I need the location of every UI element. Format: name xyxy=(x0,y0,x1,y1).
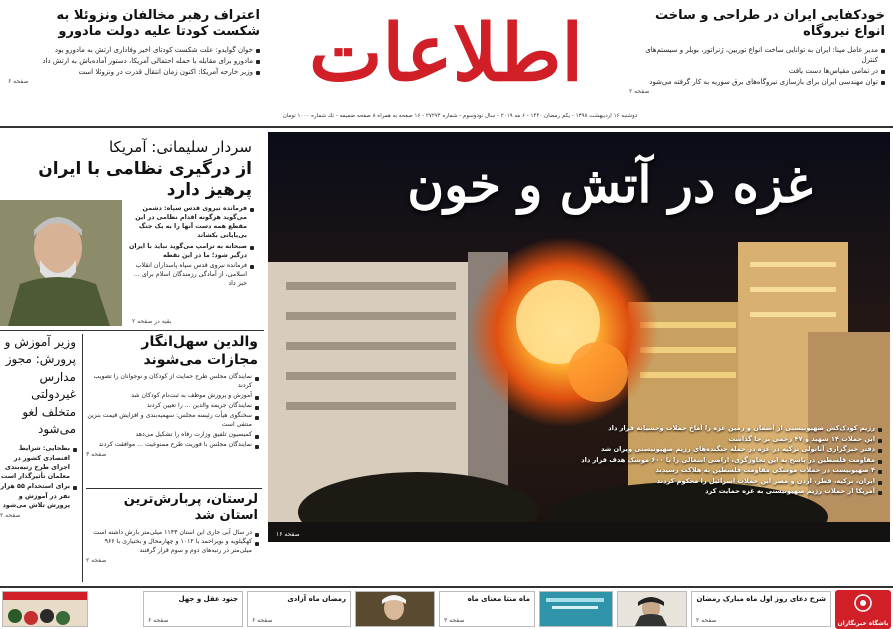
list-item: بطحایی: شرایط اقتصادی کشور در اجرای طرح رتبه‌بندی معلمان تأثیرگذار است xyxy=(0,444,77,481)
list-item: فرمانده نیروی قدس سپاه: دشمن می‌گوید هرگونه اقدام نظامی در این مقطع همه دست آنها را به یک جنگ بی‌پایانی بکشاند xyxy=(124,204,254,241)
top-left-story[interactable] xyxy=(8,8,260,85)
top-left-headline: اعتراف رهبر مخالفان ونزوئلا به شکست کودتا علیه دولت مادورو xyxy=(56,8,260,40)
newspaper-logo xyxy=(268,4,624,104)
book-cover-icon xyxy=(539,592,612,627)
divider xyxy=(82,334,83,582)
bottom-strip xyxy=(0,590,893,629)
list-item: رژیم کودک‌کش صهیونیستی از آسمان و زمین غزه را آماج حملات وحشیانه قرار داد xyxy=(552,424,882,434)
teaser-photo-3 xyxy=(355,591,435,627)
list-item: توان مهندسی ایران برای بازسازی نیروگاه‌های برق سوریه به کار گرفته می‌شود xyxy=(629,77,885,87)
list-item: نمایندگان مجلس طرح حمایت از کودکان و نوجوانان را تصویب کردند xyxy=(86,373,259,391)
teaser-title: ماه منتا معنای ماه xyxy=(467,595,530,603)
divider xyxy=(86,488,262,489)
crowd-photo xyxy=(2,592,87,627)
parents-story[interactable] xyxy=(86,334,262,484)
dateline: دوشنبه ۱۶ اردیبهشت ۱۳۹۸ - یکم رمضان ۱۴۴۰ - ۶ مه ۲۰۱۹ - سال نودوسوم - شماره ۲۷۲۷۴ - ۱۶ صفحه به همراه ۸ صفحه ضمیمه - تك شماره ۱۰۰۰ تومان xyxy=(282,113,638,119)
page-ref: صفحه ۳ xyxy=(86,450,107,458)
parents-bullets xyxy=(86,373,262,450)
teaser-4[interactable] xyxy=(143,591,243,627)
top-left-bullets xyxy=(8,45,260,77)
photo-placeholder xyxy=(355,592,434,627)
page-ref: صفحه ۲ xyxy=(696,617,717,624)
teaser-title: شرح دعای روز اول ماه مبارک رمضان xyxy=(696,595,826,603)
list-item: کهگیلویه و بویراحمد با ۱۰۱۲ و چهارمحال و بختیاری با ۹۶۶ میلی‌متر در رتبه‌های دوم و سوم قرار گرفتند xyxy=(86,538,259,556)
page-ref: صفحه ۲ xyxy=(629,88,650,96)
list-item: مدیر عامل مپنا: ایران به توانایی ساخت انواع توربین، ژنراتور، بویلر و سیستم‌های کنترل xyxy=(629,45,885,65)
list-item: دفتر خبرگزاری آناتولی ترکیه در غزه در حمله جنگنده‌های رژیم صهیونیستی ویران شد xyxy=(552,445,882,455)
soleimani-story[interactable] xyxy=(0,132,262,328)
page-ref: صفحه ۶ xyxy=(148,617,169,624)
list-item: مقاومت فلسطین در پاسخ به این تجاوزگری، اراضی اشغالی را با ۶۰۰ موشک هدف قرار داد xyxy=(552,456,882,466)
masthead xyxy=(0,0,893,128)
list-item: نمایندگان جریمه والدین ... را تعیین کردند xyxy=(86,402,259,411)
teaser-title: رمضان ماه آزادی xyxy=(287,595,346,603)
photo-placeholder xyxy=(617,592,686,627)
list-item: برای استخدام ۵۵ هزار نفر در آموزش و پرورش تلاش می‌شود xyxy=(0,482,77,510)
list-item: وزیر خارجه آمریکا: اکنون زمان انتقال قدرت در ونزوئلا است xyxy=(8,67,260,77)
lorestan-story[interactable] xyxy=(86,492,262,582)
top-right-story[interactable] xyxy=(629,8,885,95)
list-item: مادورو برای مقابله با حمله احتمالی آمریکا، دستور آماده‌باش به ارتش داد xyxy=(8,56,260,66)
education-story[interactable] xyxy=(0,334,80,584)
list-item: ایران، ترکیه، قطر، اردن و مصر این حملات اسرائیل را محکوم کردند xyxy=(552,477,882,487)
logo-text: اطلاعات xyxy=(308,8,584,99)
page-ref: صفحه ۱۶ xyxy=(276,531,300,538)
lorestan-headline: لرستان، پربارش‌ترین استان شد xyxy=(123,492,258,524)
teaser-2[interactable] xyxy=(439,591,535,627)
ad-badge[interactable] xyxy=(835,590,891,629)
soleimani-portrait xyxy=(0,200,122,326)
soleimani-headline: از درگیری نظامی با ایران پرهیز دارد xyxy=(38,158,252,200)
list-item: صبحانه به ترامپ می‌گوید نباید با ایران درگیر شود؛ ما در این نقطه xyxy=(124,242,254,260)
page-ref: صفحه ۳ xyxy=(444,617,465,624)
parents-headline: والدین سهل‌انگار مجازات می‌شوند xyxy=(141,334,258,368)
soleimani-bullets xyxy=(124,204,254,289)
page-ref: صفحه ۲ xyxy=(86,557,107,565)
main-story-bullets xyxy=(552,424,882,498)
teaser-photo-2 xyxy=(539,591,613,627)
ad-label: باشگاه خبرنگاران xyxy=(837,620,889,627)
soleimani-kicker: سردار سلیمانی: آمریکا xyxy=(108,138,252,156)
page-ref: صفحه ۶ xyxy=(8,77,29,85)
list-item: آمریکا از حملات رژیم صهیونیستی به غزه حمایت کرد xyxy=(552,487,882,497)
footer-rule xyxy=(0,586,893,588)
list-item: ۴ صهیونیست در حملات موشکی مقاومت فلسطین به هلاکت رسیدند xyxy=(552,466,882,476)
page-ref: صفحه ۲ xyxy=(0,512,21,520)
teaser-photo-1 xyxy=(617,591,687,627)
list-item: آموزش و پرورش موظف به ثبت‌نام کودکان شد xyxy=(86,392,259,401)
top-right-bullets xyxy=(629,45,885,88)
top-right-headline: خودکفایی ایران در طراحی و ساخت انواع نیروگاه xyxy=(655,8,885,40)
education-bullets xyxy=(0,444,80,510)
list-item: سخنگوی هیأت رئیسه مجلس: سهمیه‌بندی و افزایش قیمت بنزین منتفی است xyxy=(86,412,259,430)
list-item: فرمانده نیروی قدس سپاه پاسداران انقلاب اسلامی، از آمادگی رزمندگان اسلام برای ... خبر داد xyxy=(124,261,254,288)
list-item: این حملات ۱۴ شهید و ۴۷ زخمی بر جا گذاشت xyxy=(552,435,882,445)
tower-icon xyxy=(853,593,873,613)
list-item: در تمامی مقیاس‌ها دست یافت xyxy=(629,66,885,76)
teaser-title: جنود عقل و جهل xyxy=(178,595,238,603)
page-ref: صفحه ۶ xyxy=(252,617,273,624)
teaser-photo-4 xyxy=(2,591,88,627)
lorestan-bullets xyxy=(86,529,262,557)
list-item: نمایندگان مجلس با فوریت طرح ممنوعیت ... موافقت کردند xyxy=(86,441,259,450)
main-story[interactable] xyxy=(268,132,890,542)
list-item: در سال آبی جاری این استان ۱۱۴۳ میلی‌متر بارش داشته است xyxy=(86,529,259,538)
list-item: کمیسیون تلفیق وزارت رفاه را تشکیل می‌دهد xyxy=(86,431,259,440)
teaser-3[interactable] xyxy=(247,591,351,627)
divider xyxy=(0,330,264,331)
masthead-rule xyxy=(0,126,893,128)
portrait-illustration xyxy=(0,200,122,326)
list-item: خوان گوایدو: علت شکست کودتای اخیر وفاداری ارتش به مادورو بود xyxy=(8,45,260,55)
education-headline: وزیر آموزش و پرورش: مجوز مدارس غیردولتی متخلف لغو می‌شود xyxy=(4,335,76,436)
page-ref: بقیه در صفحه ۲ xyxy=(132,318,172,325)
main-headline: غزه در آتش و خون xyxy=(407,155,813,214)
teaser-1[interactable] xyxy=(691,591,831,627)
